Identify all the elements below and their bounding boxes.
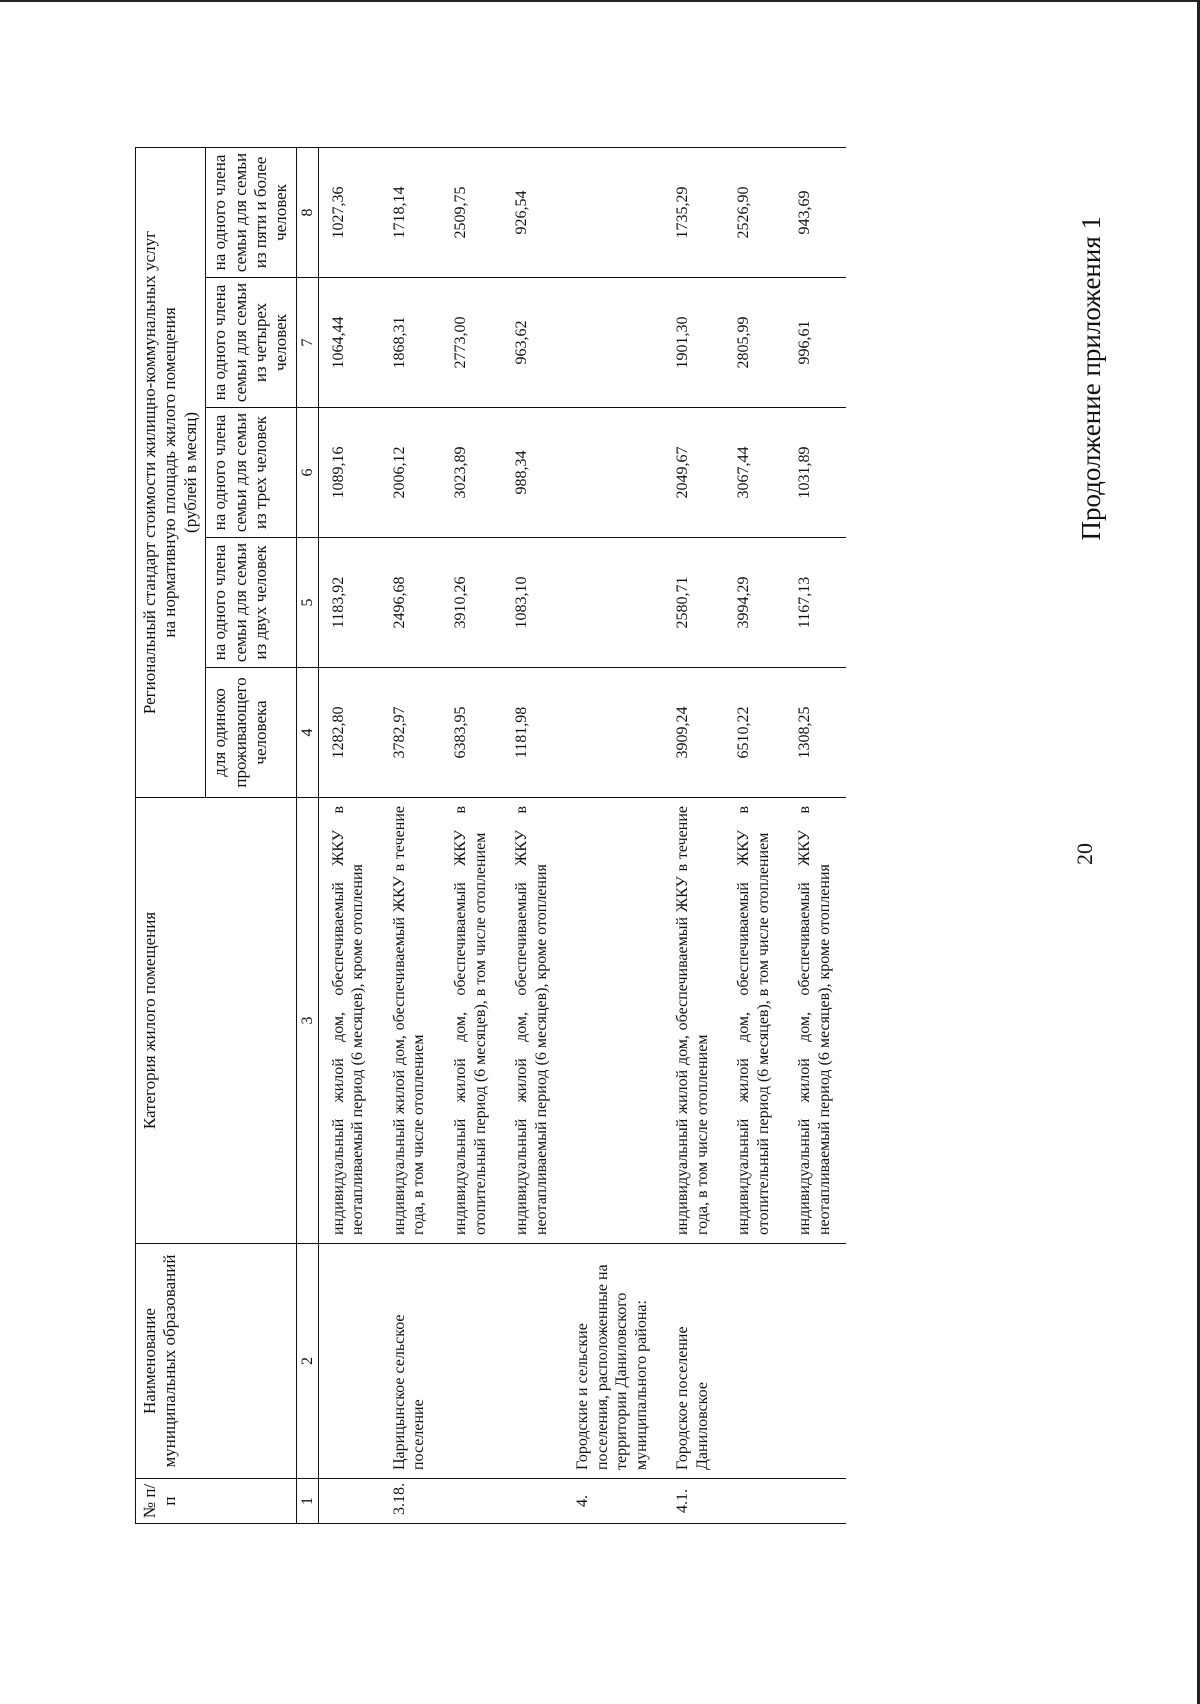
value-two: 3910,26 [441, 538, 502, 668]
value-single: 1181,98 [502, 668, 563, 798]
column-number: 7 [296, 278, 318, 408]
value-two: 3994,29 [724, 538, 785, 668]
column-number: 2 [296, 1244, 318, 1479]
table-row [724, 147, 785, 1523]
value-two: 1167,13 [785, 538, 846, 668]
value-two: 1183,92 [318, 538, 380, 668]
table-row [563, 147, 663, 1523]
municipality-name [318, 1244, 380, 1479]
value-single: 3782,97 [380, 668, 441, 798]
table-row [380, 147, 441, 1523]
column-number: 1 [296, 1479, 318, 1524]
header-sub-five: на одного члена семьи для семьи из пяти и более человек [206, 147, 297, 277]
value-five: 1027,36 [318, 147, 380, 277]
value-single: 1308,25 [785, 668, 846, 798]
value-four: 2805,99 [724, 278, 785, 408]
value-five: 2509,75 [441, 147, 502, 277]
value-single: 1282,80 [318, 668, 380, 798]
housing-category: индивидуальный жилой дом, обеспечиваемый ЖКУ в неотапливаемый период (6 месяцев), кроме отопления [502, 798, 563, 1244]
housing-category: индивидуальный жилой дом, обеспечиваемый ЖКУ в неотапливаемый период (6 месяцев), кроме отопления [318, 798, 380, 1244]
row-number: 4.1. [663, 1479, 724, 1524]
header-num: № п/п [136, 1479, 297, 1524]
value-single: 6383,95 [441, 668, 502, 798]
municipality-name: Городское поселение Даниловское [663, 1244, 724, 1479]
value-two: 2580,71 [663, 538, 724, 668]
value-four: 1901,30 [663, 278, 724, 408]
value-four: 1064,44 [318, 278, 380, 408]
table-row [441, 147, 502, 1523]
column-number: 4 [296, 668, 318, 798]
housing-category: индивидуальный жилой дом, обеспечиваемый ЖКУ в течение года, в том числе отоплением [380, 798, 441, 1244]
header-group-line3: (рублей в месяц) [180, 412, 200, 533]
value-single: 3909,24 [663, 668, 724, 798]
value-two [563, 538, 663, 668]
value-five: 1735,29 [663, 147, 724, 277]
appendix-continuation-note: Продолжение приложения 1 [1076, 216, 1106, 541]
row-number [441, 1479, 502, 1524]
value-five: 926,54 [502, 147, 563, 277]
value-three: 2049,67 [663, 408, 724, 538]
header-group [136, 147, 206, 797]
table-row [663, 147, 724, 1523]
row-number [502, 1479, 563, 1524]
value-three: 3067,44 [724, 408, 785, 538]
column-number: 6 [296, 408, 318, 538]
value-three: 1089,16 [318, 408, 380, 538]
municipality-name: Городские и сельские поселения, расположенные на территории Даниловского муниципального района: [563, 1244, 663, 1479]
value-two: 2496,68 [380, 538, 441, 668]
header-category: Категория жилого помещения [136, 798, 297, 1244]
value-four: 2773,00 [441, 278, 502, 408]
header-sub-three: на одного члена семьи для семьи из трех человек [206, 408, 297, 538]
value-four: 1868,31 [380, 278, 441, 408]
value-five: 2526,90 [724, 147, 785, 277]
header-group-line2: на нормативную площадь жилого помещения [160, 307, 180, 638]
header-group-line1: Региональный стандарт стоимости жилищно-коммунальных услуг [140, 230, 159, 715]
municipality-name [441, 1244, 502, 1479]
housing-category: индивидуальный жилой дом, обеспечиваемый ЖКУ в отопительный период (6 месяцев), в том числе отоплением [724, 798, 785, 1244]
value-three: 3023,89 [441, 408, 502, 538]
value-five: 1718,14 [380, 147, 441, 277]
table-row [785, 147, 846, 1523]
page-number: 20 [1072, 843, 1097, 865]
value-five [563, 147, 663, 277]
value-single: 6510,22 [724, 668, 785, 798]
header-name: Наименование муниципальных образований [136, 1244, 297, 1479]
housing-category: индивидуальный жилой дом, обеспечиваемый ЖКУ в отопительный период (6 месяцев), в том числе отоплением [441, 798, 502, 1244]
table-row [502, 147, 563, 1523]
value-three [563, 408, 663, 538]
value-four: 963,62 [502, 278, 563, 408]
row-number: 4. [563, 1479, 663, 1524]
municipality-name [785, 1244, 846, 1479]
municipality-name: Царицынское сельское поселение [380, 1244, 441, 1479]
column-numbers-row [296, 147, 318, 1523]
municipality-name [502, 1244, 563, 1479]
value-four [563, 278, 663, 408]
value-four: 996,61 [785, 278, 846, 408]
value-single [563, 668, 663, 798]
header-sub-single: для одиноко проживающего человека [206, 668, 297, 798]
value-five: 943,69 [785, 147, 846, 277]
column-number: 5 [296, 538, 318, 668]
row-number: 3.18. [380, 1479, 441, 1524]
row-number [785, 1479, 846, 1524]
row-number [724, 1479, 785, 1524]
header-sub-four: на одного члена семьи для семьи из четырех человек [206, 278, 297, 408]
housing-cost-standards-table [135, 147, 846, 1524]
municipality-name [724, 1244, 785, 1479]
housing-category: индивидуальный жилой дом, обеспечиваемый ЖКУ в течение года, в том числе отоплением [663, 798, 724, 1244]
row-number [318, 1479, 380, 1524]
value-three: 2006,12 [380, 408, 441, 538]
header-sub-two: на одного члена семьи для семьи из двух человек [206, 538, 297, 668]
housing-category [563, 798, 663, 1244]
column-number: 3 [296, 798, 318, 1244]
column-number: 8 [296, 147, 318, 277]
value-three: 988,34 [502, 408, 563, 538]
header-row-1 [136, 147, 206, 1523]
value-two: 1083,10 [502, 538, 563, 668]
housing-category: индивидуальный жилой дом, обеспечиваемый ЖКУ в неотапливаемый период (6 месяцев), кроме отопления [785, 798, 846, 1244]
table-row [318, 147, 380, 1523]
value-three: 1031,89 [785, 408, 846, 538]
